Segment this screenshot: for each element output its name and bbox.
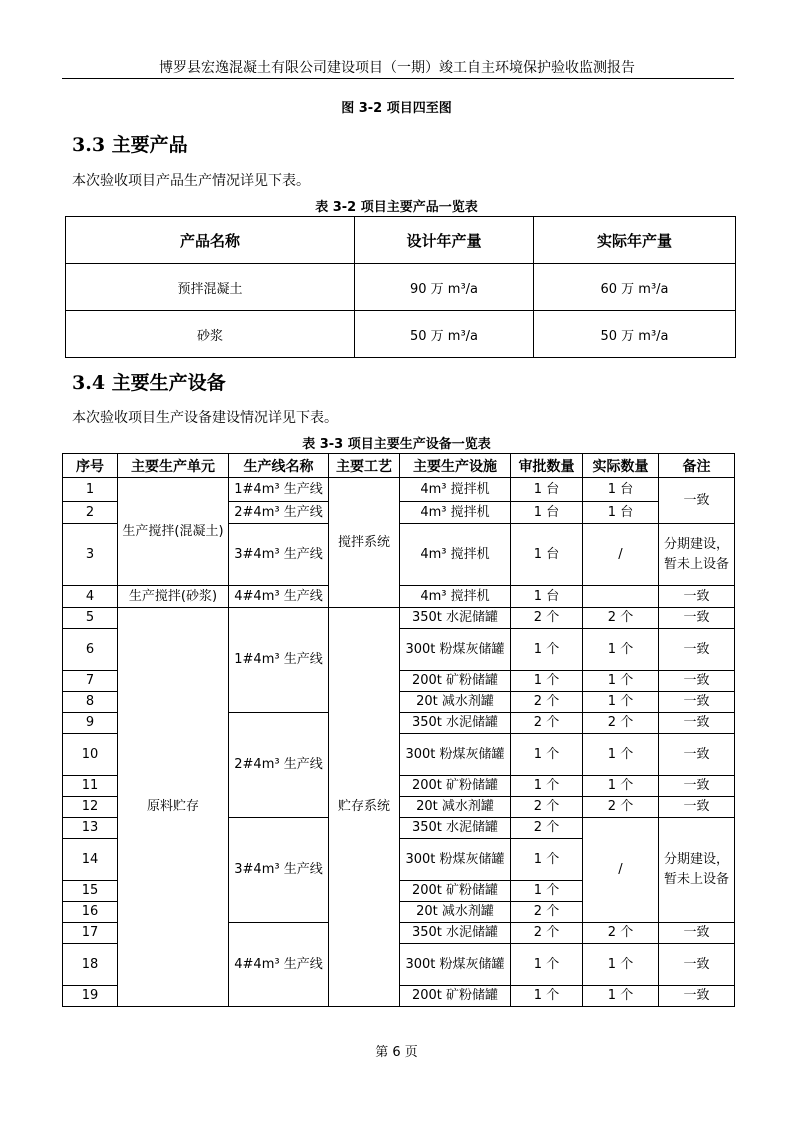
products-table bbox=[65, 216, 736, 358]
column-header: 设计年产量 bbox=[355, 217, 534, 264]
table-cell: 1 个 bbox=[511, 839, 583, 881]
table-cell: 300t 粉煤灰储罐 bbox=[400, 629, 511, 671]
table-row bbox=[66, 264, 736, 311]
table-row bbox=[63, 608, 735, 629]
equipment-table bbox=[62, 453, 735, 1007]
table-cell: 生产搅拌(混凝土) bbox=[118, 478, 229, 586]
table-cell: 1 台 bbox=[583, 502, 659, 524]
table-cell: 350t 水泥储罐 bbox=[400, 608, 511, 629]
table-cell: 4m³ 搅拌机 bbox=[400, 502, 511, 524]
section-title-3-4: 3.4 主要生产设备 bbox=[72, 372, 226, 394]
column-header: 备注 bbox=[659, 454, 735, 478]
table-cell: 一致 bbox=[659, 692, 735, 713]
table-cell: 5 bbox=[63, 608, 118, 629]
table-cell: 1 bbox=[63, 478, 118, 502]
table-cell: 20t 减水剂罐 bbox=[400, 902, 511, 923]
table-cell: 2 个 bbox=[583, 923, 659, 944]
table-cell: 2 个 bbox=[511, 818, 583, 839]
column-header: 序号 bbox=[63, 454, 118, 478]
table-cell: 2 bbox=[63, 502, 118, 524]
table-cell: / bbox=[583, 524, 659, 586]
table-cell: 9 bbox=[63, 713, 118, 734]
table-cell: 200t 矿粉储罐 bbox=[400, 776, 511, 797]
table-cell: 50 万 m³/a bbox=[534, 311, 736, 358]
table-cell: 1 个 bbox=[583, 986, 659, 1007]
table-cell: 1 个 bbox=[583, 629, 659, 671]
table-cell: 3#4m³ 生产线 bbox=[229, 818, 329, 923]
table-cell bbox=[583, 586, 659, 608]
table-cell: 一致 bbox=[659, 734, 735, 776]
table-cell: 1#4m³ 生产线 bbox=[229, 478, 329, 502]
table-cell: 一致 bbox=[659, 713, 735, 734]
column-header: 产品名称 bbox=[66, 217, 355, 264]
column-header: 生产线名称 bbox=[229, 454, 329, 478]
table-cell: 1 台 bbox=[511, 524, 583, 586]
table-cell: 11 bbox=[63, 776, 118, 797]
table-cell: 3 bbox=[63, 524, 118, 586]
table-cell: 200t 矿粉储罐 bbox=[400, 986, 511, 1007]
table-cell: 1 个 bbox=[511, 734, 583, 776]
table-cell: 贮存系统 bbox=[329, 608, 400, 1007]
column-header: 实际数量 bbox=[583, 454, 659, 478]
table-header-row bbox=[63, 454, 735, 478]
table-cell: 一致 bbox=[659, 986, 735, 1007]
figure-caption: 图 3-2 项目四至图 bbox=[341, 101, 452, 116]
table-cell: 2 个 bbox=[511, 902, 583, 923]
table-cell: 3#4m³ 生产线 bbox=[229, 524, 329, 586]
table-cell: 1 个 bbox=[511, 629, 583, 671]
table-cell: 1#4m³ 生产线 bbox=[229, 608, 329, 713]
table-cell: 60 万 m³/a bbox=[534, 264, 736, 311]
table-cell: 300t 粉煤灰储罐 bbox=[400, 944, 511, 986]
table-cell: 分期建设，暂未上设备 bbox=[659, 818, 735, 923]
table-cell: 15 bbox=[63, 881, 118, 902]
table-cell: 2 个 bbox=[511, 923, 583, 944]
table-cell: 1 个 bbox=[583, 776, 659, 797]
table-cell: 一致 bbox=[659, 478, 735, 524]
table-cell: 4 bbox=[63, 586, 118, 608]
table-caption-3-3: 表 3-3 项目主要生产设备一览表 bbox=[302, 437, 491, 452]
table-cell: 一致 bbox=[659, 923, 735, 944]
table-cell: 350t 水泥储罐 bbox=[400, 713, 511, 734]
table-cell: 1 个 bbox=[583, 692, 659, 713]
table-cell: 一致 bbox=[659, 776, 735, 797]
page-number: 第 6 页 bbox=[375, 1045, 418, 1060]
table-cell: 19 bbox=[63, 986, 118, 1007]
table-cell: 2 个 bbox=[511, 713, 583, 734]
column-header: 主要工艺 bbox=[329, 454, 400, 478]
table-cell: 4m³ 搅拌机 bbox=[400, 524, 511, 586]
table-cell: 一致 bbox=[659, 629, 735, 671]
table-caption-3-2: 表 3-2 项目主要产品一览表 bbox=[315, 200, 478, 215]
table-cell: 1 个 bbox=[583, 671, 659, 692]
header-rule bbox=[62, 78, 734, 79]
table-cell: 一致 bbox=[659, 608, 735, 629]
table-cell: 16 bbox=[63, 902, 118, 923]
table-cell: 4m³ 搅拌机 bbox=[400, 586, 511, 608]
column-header: 主要生产设施 bbox=[400, 454, 511, 478]
table-cell: 1 个 bbox=[511, 881, 583, 902]
table-cell: 1 台 bbox=[583, 478, 659, 502]
column-header: 审批数量 bbox=[511, 454, 583, 478]
table-cell: 17 bbox=[63, 923, 118, 944]
table-cell: 2 个 bbox=[511, 797, 583, 818]
table-cell: 1 个 bbox=[511, 944, 583, 986]
table-cell: 7 bbox=[63, 671, 118, 692]
table-cell: 350t 水泥储罐 bbox=[400, 818, 511, 839]
table-cell: 一致 bbox=[659, 797, 735, 818]
table-cell: 分期建设，暂未上设备 bbox=[659, 524, 735, 586]
table-cell: 300t 粉煤灰储罐 bbox=[400, 839, 511, 881]
table-cell: 50 万 m³/a bbox=[355, 311, 534, 358]
section-intro-3-3: 本次验收项目产品生产情况详见下表。 bbox=[72, 173, 310, 189]
table-cell: 2 个 bbox=[583, 797, 659, 818]
table-cell: 200t 矿粉储罐 bbox=[400, 671, 511, 692]
table-cell: 2 个 bbox=[511, 692, 583, 713]
table-cell: 20t 减水剂罐 bbox=[400, 797, 511, 818]
table-cell: 2#4m³ 生产线 bbox=[229, 713, 329, 818]
table-cell: 13 bbox=[63, 818, 118, 839]
table-cell: 搅拌系统 bbox=[329, 478, 400, 608]
table-cell: 18 bbox=[63, 944, 118, 986]
table-cell: 1 个 bbox=[511, 986, 583, 1007]
table-cell: 一致 bbox=[659, 586, 735, 608]
table-cell: 1 台 bbox=[511, 586, 583, 608]
table-cell: 1 个 bbox=[511, 776, 583, 797]
column-header: 实际年产量 bbox=[534, 217, 736, 264]
table-header-row bbox=[66, 217, 736, 264]
column-header: 主要生产单元 bbox=[118, 454, 229, 478]
table-cell: 4#4m³ 生产线 bbox=[229, 586, 329, 608]
table-row bbox=[66, 311, 736, 358]
section-title-3-3: 3.3 主要产品 bbox=[72, 134, 188, 156]
section-intro-3-4: 本次验收项目生产设备建设情况详见下表。 bbox=[72, 410, 338, 426]
table-cell: 6 bbox=[63, 629, 118, 671]
table-cell: 1 个 bbox=[583, 944, 659, 986]
table-cell: 1 台 bbox=[511, 502, 583, 524]
table-cell: 2 个 bbox=[511, 608, 583, 629]
table-cell: 200t 矿粉储罐 bbox=[400, 881, 511, 902]
table-cell: 一致 bbox=[659, 944, 735, 986]
table-cell: 一致 bbox=[659, 671, 735, 692]
table-cell: 350t 水泥储罐 bbox=[400, 923, 511, 944]
table-cell: 4m³ 搅拌机 bbox=[400, 478, 511, 502]
table-cell: 2 个 bbox=[583, 713, 659, 734]
table-cell: 生产搅拌(砂浆) bbox=[118, 586, 229, 608]
table-cell: 2 个 bbox=[583, 608, 659, 629]
table-cell: / bbox=[583, 818, 659, 923]
page-header: 博罗县宏逸混凝土有限公司建设项目（一期）竣工自主环境保护验收监测报告 bbox=[159, 60, 635, 76]
table-cell: 12 bbox=[63, 797, 118, 818]
table-cell: 10 bbox=[63, 734, 118, 776]
table-cell: 原料贮存 bbox=[118, 608, 229, 1007]
table-cell: 90 万 m³/a bbox=[355, 264, 534, 311]
table-cell: 预拌混凝土 bbox=[66, 264, 355, 311]
table-cell: 14 bbox=[63, 839, 118, 881]
table-cell: 300t 粉煤灰储罐 bbox=[400, 734, 511, 776]
table-cell: 1 个 bbox=[511, 671, 583, 692]
table-cell: 1 台 bbox=[511, 478, 583, 502]
table-cell: 砂浆 bbox=[66, 311, 355, 358]
table-cell: 8 bbox=[63, 692, 118, 713]
table-cell: 20t 减水剂罐 bbox=[400, 692, 511, 713]
table-cell: 2#4m³ 生产线 bbox=[229, 502, 329, 524]
table-cell: 1 个 bbox=[583, 734, 659, 776]
table-cell: 4#4m³ 生产线 bbox=[229, 923, 329, 1007]
table-row bbox=[63, 478, 735, 502]
